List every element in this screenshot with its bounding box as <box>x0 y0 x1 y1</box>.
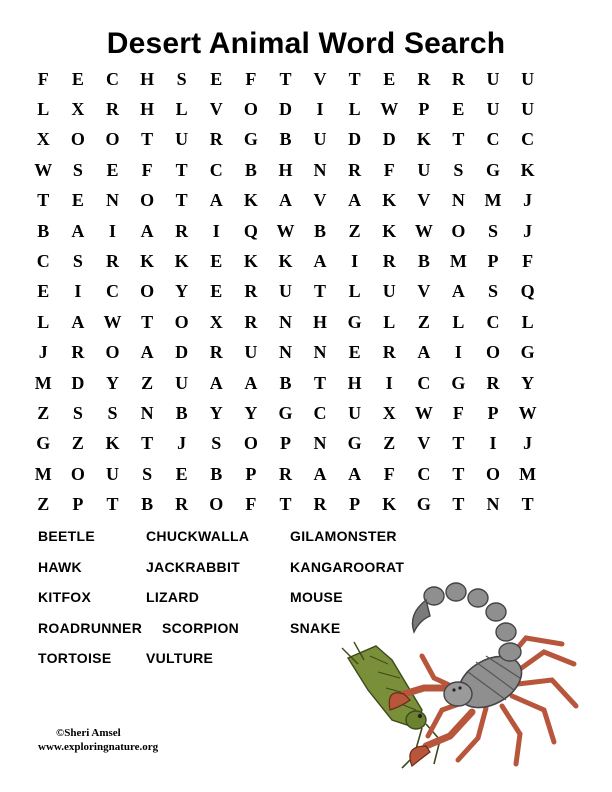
grid-letter[interactable]: I <box>108 220 116 241</box>
grid-letter[interactable]: R <box>105 251 119 272</box>
grid-letter[interactable]: V <box>313 190 327 211</box>
grid-letter[interactable]: F <box>37 68 49 89</box>
word-list-item: TORTOISE <box>38 650 112 666</box>
grid-letter[interactable]: A <box>209 372 223 393</box>
grid-letter[interactable]: O <box>105 129 120 150</box>
grid-letter[interactable]: B <box>175 402 188 423</box>
grid-letter[interactable]: R <box>348 159 362 180</box>
grid-letter[interactable]: W <box>518 402 537 423</box>
grid-letter[interactable]: T <box>141 311 154 332</box>
grid-letter[interactable]: O <box>209 494 224 515</box>
grid-letter[interactable]: O <box>105 342 120 363</box>
grid-letter[interactable]: C <box>209 159 223 180</box>
grid-letter[interactable]: T <box>348 68 361 89</box>
grid-letter[interactable]: E <box>71 190 84 211</box>
grid-letter[interactable]: B <box>279 372 292 393</box>
grid-letter[interactable]: C <box>521 129 535 150</box>
grid-letter[interactable]: N <box>486 494 500 515</box>
grid-letter[interactable]: K <box>174 251 189 272</box>
word-list-item: HAWK <box>38 558 82 575</box>
grid-letter[interactable]: P <box>279 433 291 454</box>
grid-letter[interactable]: K <box>382 494 397 515</box>
grid-letter[interactable]: W <box>414 402 433 423</box>
grid-letter[interactable]: F <box>245 494 257 515</box>
grid-letter[interactable]: S <box>72 159 83 180</box>
grid-letter[interactable]: W <box>34 159 53 180</box>
grid-letter[interactable]: N <box>140 402 154 423</box>
grid-letter[interactable]: U <box>521 99 535 120</box>
grid-letter[interactable]: E <box>106 159 119 180</box>
grid-letter[interactable]: D <box>175 342 189 363</box>
grid-letter[interactable]: R <box>382 251 396 272</box>
grid-letter[interactable]: C <box>486 311 500 332</box>
grid-letter[interactable]: S <box>211 433 222 454</box>
grid-letter[interactable]: D <box>71 372 85 393</box>
word-list-item: ROADRUNNER <box>38 619 143 636</box>
grid-letter[interactable]: G <box>278 402 293 423</box>
grid-letter[interactable]: D <box>382 129 396 150</box>
grid-letter[interactable]: J <box>523 433 533 454</box>
grid-letter[interactable]: N <box>451 190 465 211</box>
grid-letter[interactable]: E <box>175 463 188 484</box>
grid-letter[interactable]: R <box>382 342 396 363</box>
grid-letter[interactable]: R <box>244 311 258 332</box>
grid-letter[interactable]: C <box>417 372 431 393</box>
grid-letter[interactable]: E <box>348 342 361 363</box>
grid-letter[interactable]: M <box>34 463 52 484</box>
grid-letter[interactable]: L <box>348 281 361 302</box>
grid-letter[interactable]: G <box>520 342 535 363</box>
grid-letter[interactable]: M <box>449 251 467 272</box>
grid-letter[interactable]: X <box>36 129 50 150</box>
grid-letter[interactable]: T <box>175 190 188 211</box>
grid-letter[interactable]: K <box>105 433 120 454</box>
grid-letter[interactable]: B <box>417 251 430 272</box>
grid-letter[interactable]: R <box>451 68 465 89</box>
grid-letter[interactable]: O <box>140 190 155 211</box>
grid-letter[interactable]: B <box>210 463 223 484</box>
grid-letter[interactable]: T <box>314 281 327 302</box>
grid-letter[interactable]: Z <box>383 433 396 454</box>
grid-letter[interactable]: Z <box>71 433 84 454</box>
word-list-item: LIZARD <box>146 589 200 605</box>
grid-letter[interactable]: P <box>245 463 257 484</box>
grid-letter[interactable]: A <box>348 463 362 484</box>
grid-letter[interactable]: L <box>37 311 50 332</box>
grid-letter[interactable]: K <box>520 159 535 180</box>
grid-letter[interactable]: W <box>414 220 433 241</box>
grid-letter[interactable]: P <box>72 494 84 515</box>
grid-letter[interactable]: U <box>382 281 396 302</box>
grid-letter[interactable]: B <box>244 159 257 180</box>
grid-letter[interactable]: N <box>105 190 119 211</box>
grid-letter[interactable]: A <box>278 190 292 211</box>
grid-letter[interactable]: V <box>313 68 327 89</box>
grid-letter[interactable]: K <box>243 190 258 211</box>
grid-letter[interactable]: A <box>71 220 85 241</box>
grid-letter[interactable]: H <box>313 311 328 332</box>
grid-letter[interactable]: R <box>278 463 292 484</box>
grid-letter[interactable]: G <box>243 129 258 150</box>
grid-letter[interactable]: G <box>347 311 362 332</box>
grid-letter[interactable]: R <box>209 342 223 363</box>
grid-letter[interactable]: C <box>313 402 327 423</box>
grid-letter[interactable]: I <box>454 342 462 363</box>
grid-letter[interactable]: M <box>484 190 502 211</box>
grid-letter[interactable]: R <box>209 129 223 150</box>
grid-letter[interactable]: S <box>72 251 83 272</box>
grid-letter[interactable]: T <box>452 463 465 484</box>
grid-letter[interactable]: P <box>418 99 430 120</box>
word-list-item: SNAKE <box>290 619 341 636</box>
grid-letter[interactable]: B <box>141 494 154 515</box>
grid-letter[interactable]: Z <box>37 402 50 423</box>
word-list-item: VULTURE <box>146 650 214 666</box>
grid-letter[interactable]: K <box>382 220 397 241</box>
grid-letter[interactable]: K <box>416 129 431 150</box>
grid-letter[interactable]: W <box>103 311 122 332</box>
grid-letter[interactable]: E <box>452 99 465 120</box>
grid-letter[interactable]: E <box>383 68 396 89</box>
grid-letter[interactable]: F <box>383 159 395 180</box>
word-list-item: GILAMONSTER <box>290 528 397 544</box>
grid-letter[interactable]: A <box>313 463 327 484</box>
grid-letter[interactable]: A <box>313 251 327 272</box>
grid-letter[interactable]: T <box>141 433 154 454</box>
grid-letter[interactable]: Y <box>175 281 189 302</box>
grid-letter[interactable]: O <box>243 433 258 454</box>
grid-letter[interactable]: T <box>314 372 327 393</box>
grid-letter[interactable]: R <box>175 494 189 515</box>
grid-letter[interactable]: T <box>279 68 292 89</box>
grid-letter[interactable]: P <box>487 402 499 423</box>
grid-letter[interactable]: R <box>486 372 500 393</box>
grid-letter[interactable]: U <box>278 281 292 302</box>
grid-letter[interactable]: D <box>348 129 362 150</box>
grid-letter[interactable]: N <box>278 311 292 332</box>
grid-letter[interactable]: A <box>244 372 258 393</box>
grid-letter[interactable]: K <box>140 251 155 272</box>
grid-letter[interactable]: E <box>37 281 50 302</box>
word-list-item: MOUSE <box>290 589 343 605</box>
grid-letter[interactable]: H <box>278 159 293 180</box>
grid-letter[interactable]: V <box>417 433 431 454</box>
grid-letter[interactable]: E <box>210 68 223 89</box>
letter-grid <box>26 64 566 520</box>
grid-letter[interactable]: V <box>417 190 431 211</box>
grid-letter[interactable]: X <box>71 99 85 120</box>
copyright-text: ©Sheri Amsel <box>56 727 121 739</box>
grid-letter[interactable]: L <box>348 99 361 120</box>
grid-letter[interactable]: O <box>140 281 155 302</box>
grid-letter[interactable]: I <box>74 281 82 302</box>
grid-letter[interactable]: Y <box>244 402 258 423</box>
grid-letter[interactable]: Q <box>520 281 535 302</box>
grid-letter[interactable]: A <box>451 281 465 302</box>
grid-letter[interactable]: F <box>522 251 534 272</box>
grid-letter[interactable]: L <box>37 99 50 120</box>
grid-letter[interactable]: O <box>486 342 501 363</box>
word-list-item: BEETLE <box>38 528 96 544</box>
grid-letter[interactable]: Z <box>141 372 154 393</box>
grid-letter[interactable]: A <box>140 342 154 363</box>
grid-letter[interactable]: U <box>417 159 431 180</box>
grid-letter[interactable]: I <box>212 220 220 241</box>
grid-letter[interactable]: Z <box>37 494 50 515</box>
grid-letter[interactable]: R <box>417 68 431 89</box>
grid-letter[interactable]: F <box>383 463 395 484</box>
grid-letter[interactable]: R <box>175 220 189 241</box>
grid-letter[interactable]: R <box>313 494 327 515</box>
grid-letter[interactable]: T <box>175 159 188 180</box>
grid-letter[interactable]: S <box>72 402 83 423</box>
grid-letter[interactable]: F <box>245 68 257 89</box>
grid-letter[interactable]: S <box>453 159 464 180</box>
grid-letter[interactable]: J <box>523 190 533 211</box>
grid-letter[interactable]: A <box>348 190 362 211</box>
word-list-item: CHUCKWALLA <box>146 528 250 544</box>
grid-letter[interactable]: M <box>34 372 52 393</box>
grid-letter[interactable]: G <box>451 372 466 393</box>
grid-letter[interactable]: A <box>140 220 154 241</box>
grid-letter[interactable]: C <box>486 129 500 150</box>
grid-letter[interactable]: R <box>71 342 85 363</box>
grid-letter[interactable]: K <box>243 251 258 272</box>
credit <box>38 726 158 754</box>
grid-letter[interactable]: N <box>313 433 327 454</box>
grid-letter[interactable]: O <box>70 129 85 150</box>
grid-letter[interactable]: P <box>349 494 361 515</box>
grid-letter[interactable]: N <box>313 342 327 363</box>
grid-letter[interactable]: G <box>347 433 362 454</box>
grid-letter[interactable]: U <box>486 68 500 89</box>
grid-letter[interactable]: T <box>141 129 154 150</box>
word-list-item: KANGAROORAT <box>290 558 405 575</box>
grid-letter[interactable]: V <box>209 99 223 120</box>
grid-letter[interactable]: S <box>176 68 187 89</box>
grid-letter[interactable]: T <box>106 494 119 515</box>
website-link[interactable]: www.exploringnature.org <box>38 741 159 753</box>
grid-letter[interactable]: G <box>36 433 51 454</box>
grid-letter[interactable]: K <box>382 190 397 211</box>
grid-letter[interactable]: B <box>279 129 292 150</box>
grid-letter[interactable]: E <box>71 68 84 89</box>
grid-letter[interactable]: L <box>452 311 465 332</box>
page-title: Desert Animal Word Search <box>106 27 506 60</box>
grid-letter[interactable]: I <box>489 433 497 454</box>
word-list-item: JACKRABBIT <box>146 558 240 575</box>
grid-letter[interactable]: Y <box>105 372 119 393</box>
grid-letter[interactable]: K <box>278 251 293 272</box>
grid-letter[interactable]: B <box>37 220 50 241</box>
grid-letter[interactable]: B <box>314 220 327 241</box>
grid-letter[interactable]: I <box>316 99 324 120</box>
grid-letter[interactable]: S <box>142 463 153 484</box>
grid-letter[interactable]: L <box>383 311 396 332</box>
grid-letter[interactable]: O <box>451 220 466 241</box>
grid-letter[interactable]: U <box>105 463 119 484</box>
grid-letter[interactable]: D <box>278 99 292 120</box>
grid-letter[interactable]: Z <box>417 311 430 332</box>
grid-letter[interactable]: F <box>452 402 464 423</box>
grid-letter[interactable]: O <box>243 99 258 120</box>
grid-letter[interactable]: T <box>279 494 292 515</box>
word-list-item: KITFOX <box>38 589 92 605</box>
grid-letter[interactable]: A <box>71 311 85 332</box>
grid-letter[interactable]: S <box>488 220 499 241</box>
grid-letter[interactable]: E <box>210 281 223 302</box>
grid-letter[interactable]: T <box>452 433 465 454</box>
grid-letter[interactable]: J <box>38 342 48 363</box>
grid-letter[interactable]: C <box>105 68 119 89</box>
grid-letter[interactable]: H <box>140 68 155 89</box>
grid-letter[interactable]: X <box>382 402 396 423</box>
grid-letter[interactable]: F <box>141 159 153 180</box>
grid-letter[interactable]: L <box>175 99 188 120</box>
grid-letter[interactable]: N <box>313 159 327 180</box>
grid-letter[interactable]: C <box>417 463 431 484</box>
grid-letter[interactable]: R <box>105 99 119 120</box>
grid-letter[interactable]: G <box>416 494 431 515</box>
grid-letter[interactable]: I <box>385 372 393 393</box>
grid-letter[interactable]: U <box>313 129 327 150</box>
grid-letter[interactable]: L <box>521 311 534 332</box>
grid-letter[interactable]: U <box>486 99 500 120</box>
grid-letter[interactable]: O <box>486 463 501 484</box>
grid-letter[interactable]: Z <box>348 220 361 241</box>
grid-letter[interactable]: C <box>105 281 119 302</box>
word-list-item: SCORPION <box>162 619 240 636</box>
grid-letter[interactable]: I <box>351 251 359 272</box>
scorpion-illustration <box>330 560 600 780</box>
grid-letter[interactable]: S <box>488 281 499 302</box>
grid-letter[interactable]: X <box>209 311 223 332</box>
grid-letter[interactable]: M <box>519 463 537 484</box>
grid-letter[interactable]: U <box>244 342 258 363</box>
grid-letter[interactable]: T <box>452 129 465 150</box>
grid-letter[interactable]: T <box>37 190 50 211</box>
grid-letter[interactable]: U <box>348 402 362 423</box>
grid-letter[interactable]: C <box>36 251 50 272</box>
grid-letter[interactable]: A <box>417 342 431 363</box>
grid-letter[interactable]: H <box>140 99 155 120</box>
grid-letter[interactable]: U <box>175 372 189 393</box>
grid-letter[interactable]: Y <box>209 402 223 423</box>
grid-letter[interactable]: S <box>107 402 118 423</box>
grid-letter[interactable]: R <box>244 281 258 302</box>
grid-letter[interactable]: T <box>521 494 534 515</box>
grid-letter[interactable]: J <box>177 433 187 454</box>
grid-letter[interactable]: O <box>70 463 85 484</box>
grid-letter[interactable]: N <box>278 342 292 363</box>
scorpion-tail <box>413 583 522 661</box>
grid-letter[interactable]: Y <box>521 372 535 393</box>
grid-letter[interactable]: U <box>521 68 535 89</box>
grid-letter[interactable]: T <box>452 494 465 515</box>
grid-letter[interactable]: H <box>347 372 362 393</box>
grid-letter[interactable]: V <box>417 281 431 302</box>
grid-letter[interactable]: P <box>487 251 499 272</box>
grid-letter[interactable]: A <box>209 190 223 211</box>
grid-letter[interactable]: W <box>380 99 399 120</box>
grid-letter[interactable]: J <box>523 220 533 241</box>
grid-letter[interactable]: W <box>276 220 295 241</box>
grid-letter[interactable]: Q <box>243 220 258 241</box>
grid-letter[interactable]: G <box>486 159 501 180</box>
grid-letter[interactable]: O <box>174 311 189 332</box>
grid-letter[interactable]: E <box>210 251 223 272</box>
grid-letter[interactable]: U <box>175 129 189 150</box>
